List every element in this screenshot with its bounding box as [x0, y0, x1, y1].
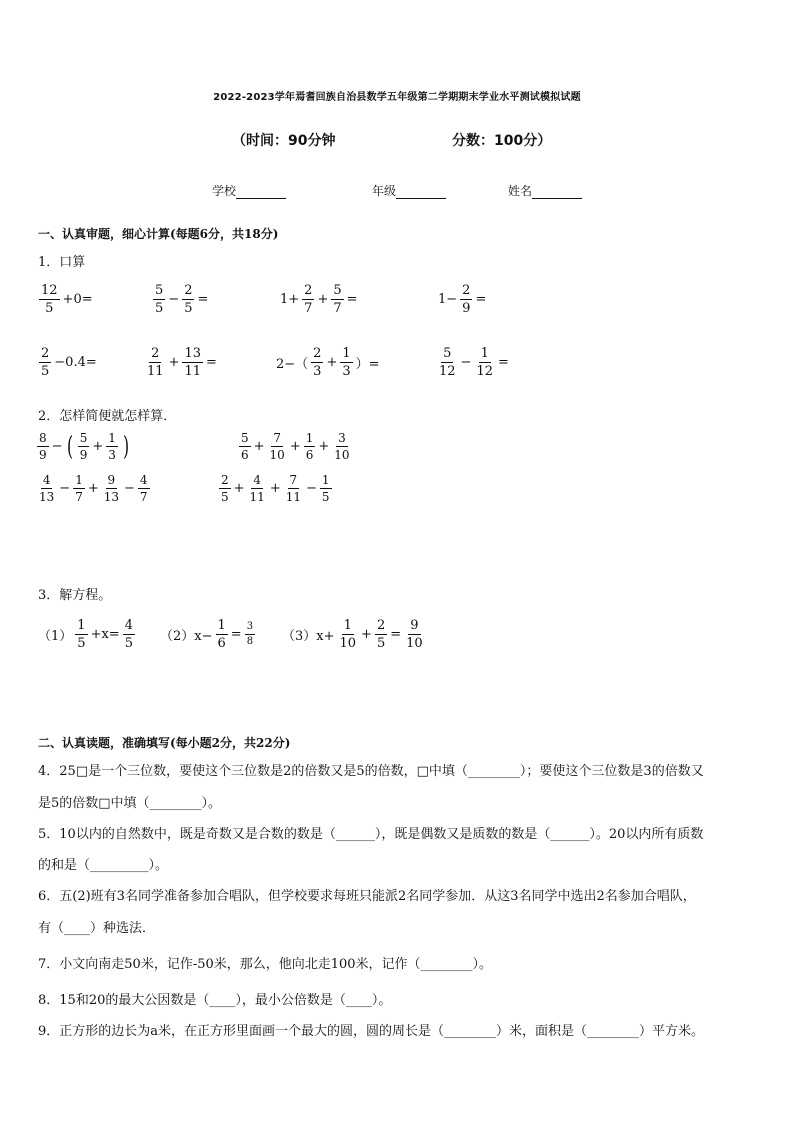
- q1-label: 1．口算: [38, 255, 86, 270]
- q2-item-1: $\frac{8}{9}$ − ( $\frac{5}{9}$ + $\frac{1}{3}$ ): [39, 431, 130, 462]
- q1-item-6: $\frac{2}{11}$ + $\frac{13}{11}$ =: [147, 346, 217, 379]
- q1-item-2: $\frac{5}{5}$ − $\frac{2}{5}$ =: [155, 283, 209, 316]
- section2-title: 二、认真读题，准确填写(每小题2分，共22分): [38, 736, 291, 750]
- q1-item-5: $\frac{2}{5}$ −0.4=: [41, 346, 97, 379]
- q2-item-3: $\frac{4}{13}$ − $\frac{1}{7}$ + $\frac{9}{13}$ − $\frac{4}{7}$: [39, 473, 148, 504]
- q9-text: 9．正方形的边长为a米，在正方形里面画一个最大的圆，圆的周长是（________）米，面积是（________）平方米。: [38, 1024, 705, 1039]
- q4-line1: 4．25□是一个三位数，要使这个三位数是2的倍数又是5的倍数，□中填（________）；要使这个三位数是3的倍数又: [38, 764, 704, 779]
- q3-equation-3: （3）x+ $\frac{1}{10}$ + $\frac{2}{5}$ = $\frac{9}{10}$: [282, 618, 423, 651]
- q1-item-1: $\frac{12}{5}$ +0=: [41, 283, 93, 316]
- school-label: 学校: [212, 184, 237, 198]
- grade-field[interactable]: [372, 182, 446, 199]
- page-title: 2022-2023学年焉耆回族自治县数学五年级第二学期期末学业水平测试模拟试题: [213, 92, 581, 103]
- q6-line2: 有（____）种选法．: [38, 921, 156, 936]
- q2-label: 2．怎样简便就怎样算．: [38, 409, 177, 424]
- q1-item-7: 2−（ $\frac{2}{3}$ + $\frac{1}{3}$ ）=: [276, 346, 380, 379]
- q3-label: 3．解方程。: [38, 588, 112, 603]
- q1-item-8: $\frac{5}{12}$ − $\frac{1}{12}$ =: [439, 346, 509, 379]
- q2-item-4: $\frac{2}{5}$ + $\frac{4}{11}$ + $\frac{7}{11}$ − $\frac{1}{5}$: [221, 473, 330, 504]
- name-label: 姓名: [508, 184, 533, 198]
- q1-item-4: 1− $\frac{2}{9}$ =: [438, 283, 487, 316]
- score-label: 分数：100分）: [452, 133, 552, 149]
- grade-label: 年级: [372, 184, 397, 198]
- school-field[interactable]: [212, 182, 286, 199]
- section1-title: 一、认真审题，细心计算(每题6分，共18分): [38, 227, 279, 241]
- q4-line2: 是5的倍数□中填（________）。: [38, 796, 222, 811]
- q8-text: 8．15和20的最大公因数是（____），最小公倍数是（____）。: [38, 993, 392, 1008]
- q2-item-2: $\frac{5}{6}$ + $\frac{7}{10}$ + $\frac{1}{6}$ + $\frac{3}{10}$: [241, 431, 350, 462]
- grade-line[interactable]: [396, 186, 446, 199]
- q6-line1: 6．五(2)班有3名同学准备参加合唱队，但学校要求每班只能派2名同学参加．从这3名同学中选出2名参加合唱队，: [38, 889, 696, 904]
- q5-line1: 5．10以内的自然数中，既是奇数又是合数的数是（______），既是偶数又是质数的数是（______）。20以内所有质数: [38, 827, 704, 842]
- time-label: （时间：90分钟: [232, 133, 336, 149]
- q7-text: 7．小文向南走50米，记作-50米，那么，他向北走100米，记作（________）。: [38, 957, 493, 972]
- school-line[interactable]: [236, 186, 286, 199]
- q1-item-3: 1+ $\frac{2}{7}$ + $\frac{5}{7}$ =: [280, 283, 358, 316]
- name-field[interactable]: [508, 182, 582, 199]
- q3-equation-1: （1） $\frac{1}{5}$ +x= $\frac{4}{5}$: [38, 618, 133, 651]
- q3-equation-2: （2）x− $\frac{1}{6}$ = $\frac{3}{8}$: [160, 618, 254, 651]
- name-line[interactable]: [532, 186, 582, 199]
- q5-line2: 的和是（_________）。: [38, 858, 169, 873]
